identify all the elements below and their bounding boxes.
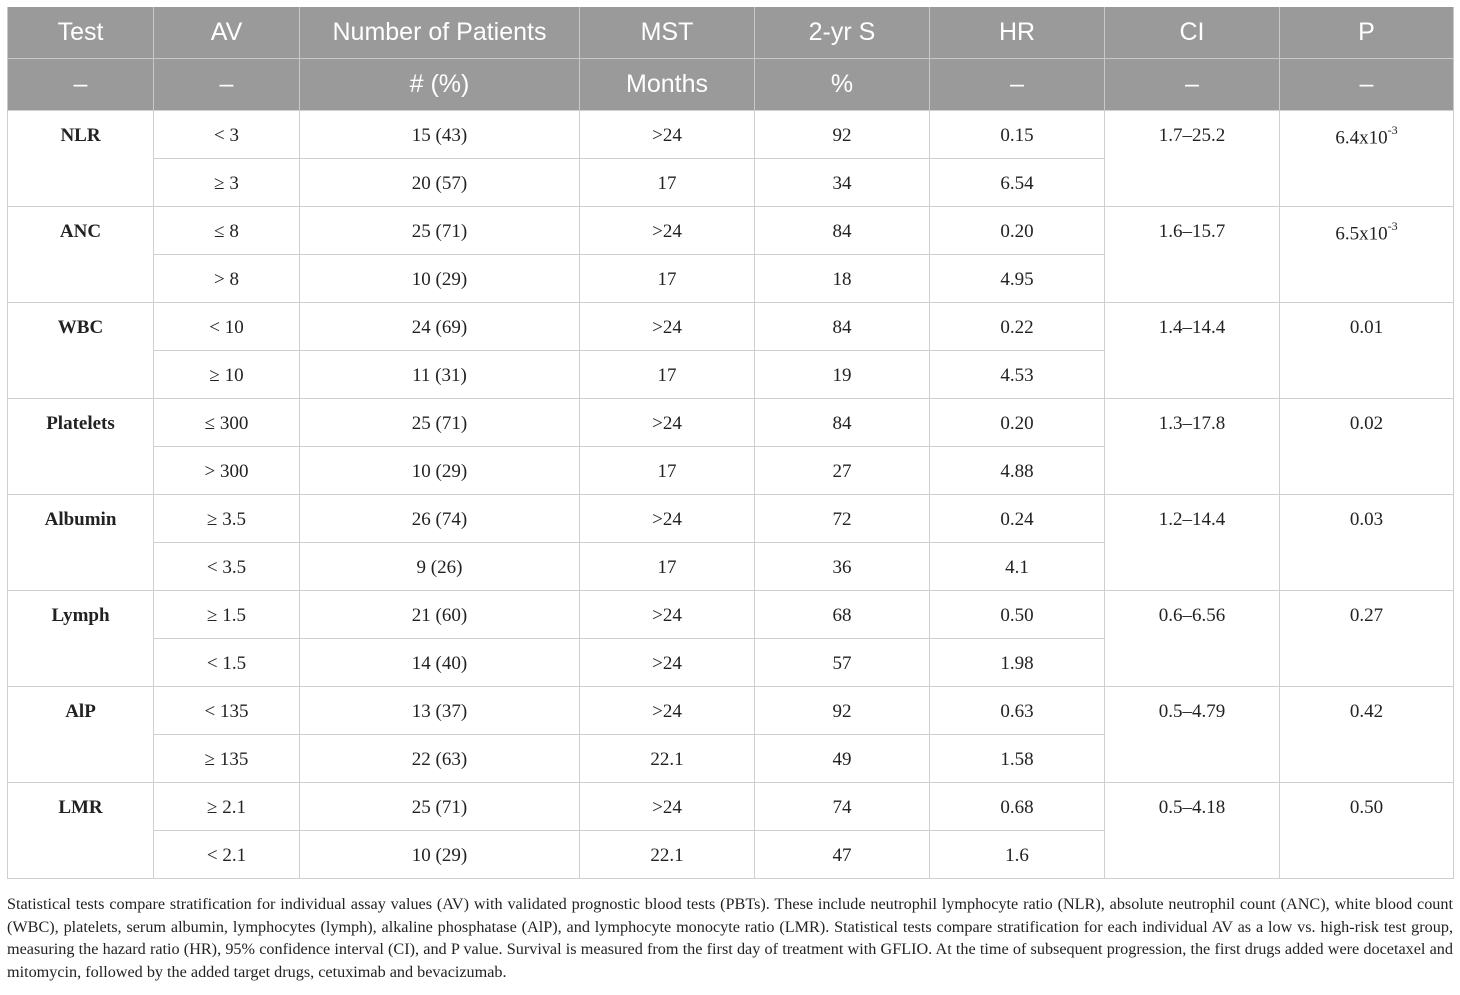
av-cell: ≥ 3.5 [154, 495, 300, 543]
patients-cell: 14 (40) [300, 639, 580, 687]
patients-cell: 10 (29) [300, 447, 580, 495]
hr-cell: 0.63 [930, 687, 1105, 735]
mst-cell: 17 [580, 159, 755, 207]
mst-cell: >24 [580, 687, 755, 735]
table-row [8, 303, 1454, 351]
hr-cell: 4.95 [930, 255, 1105, 303]
mst-cell: >24 [580, 111, 755, 159]
mst-cell: 17 [580, 351, 755, 399]
mst-cell: 17 [580, 543, 755, 591]
survival-cell: 92 [755, 111, 930, 159]
survival-cell: 49 [755, 735, 930, 783]
survival-cell: 84 [755, 207, 930, 255]
unit-p: – [1280, 59, 1454, 111]
patients-cell: 11 (31) [300, 351, 580, 399]
hr-cell: 0.22 [930, 303, 1105, 351]
p-value-cell [1280, 111, 1454, 207]
p-value-exponent: -3 [1387, 219, 1398, 233]
table-row [8, 111, 1454, 159]
hr-cell: 4.88 [930, 447, 1105, 495]
survival-cell: 57 [755, 639, 930, 687]
p-value-base: 0.27 [1349, 605, 1384, 626]
unit-av: – [154, 59, 300, 111]
survival-cell: 84 [755, 303, 930, 351]
av-cell: ≤ 300 [154, 399, 300, 447]
patients-cell: 15 (43) [300, 111, 580, 159]
patients-cell: 9 (26) [300, 543, 580, 591]
p-value-base: 0.01 [1349, 317, 1384, 338]
survival-cell: 18 [755, 255, 930, 303]
survival-cell: 84 [755, 399, 930, 447]
p-value-cell [1280, 303, 1454, 399]
test-name-cell: Lymph [8, 591, 154, 687]
header-test: Test [8, 7, 154, 59]
survival-cell: 72 [755, 495, 930, 543]
hr-cell: 4.53 [930, 351, 1105, 399]
table-row [8, 783, 1454, 831]
survival-cell: 68 [755, 591, 930, 639]
mst-cell: 17 [580, 255, 755, 303]
survival-cell: 47 [755, 831, 930, 879]
av-cell: > 8 [154, 255, 300, 303]
mst-cell: 17 [580, 447, 755, 495]
survival-cell: 74 [755, 783, 930, 831]
patients-cell: 10 (29) [300, 831, 580, 879]
test-name-cell: LMR [8, 783, 154, 879]
table-container [7, 7, 1453, 879]
av-cell: ≥ 3 [154, 159, 300, 207]
av-cell: < 2.1 [154, 831, 300, 879]
header-patients: Number of Patients [300, 7, 580, 59]
hr-cell: 0.68 [930, 783, 1105, 831]
p-value-cell [1280, 687, 1454, 783]
patients-cell: 20 (57) [300, 159, 580, 207]
ci-cell: 1.2–14.4 [1105, 495, 1280, 591]
test-name-cell: Albumin [8, 495, 154, 591]
hr-cell: 1.98 [930, 639, 1105, 687]
av-cell: ≥ 2.1 [154, 783, 300, 831]
av-cell: < 3 [154, 111, 300, 159]
hr-cell: 0.24 [930, 495, 1105, 543]
av-cell: < 135 [154, 687, 300, 735]
p-value-cell [1280, 495, 1454, 591]
unit-test: – [8, 59, 154, 111]
units-row [8, 59, 1454, 111]
patients-cell: 13 (37) [300, 687, 580, 735]
results-table [7, 7, 1454, 879]
mst-cell: >24 [580, 207, 755, 255]
patients-cell: 26 (74) [300, 495, 580, 543]
p-value-base: 6.4x10 [1335, 127, 1388, 149]
p-value-base: 0.02 [1349, 413, 1384, 434]
av-cell: ≥ 10 [154, 351, 300, 399]
header-2yr-survival: 2-yr S [755, 7, 930, 59]
unit-ci: – [1105, 59, 1280, 111]
patients-cell: 10 (29) [300, 255, 580, 303]
patients-cell: 25 (71) [300, 399, 580, 447]
header-ci: CI [1105, 7, 1280, 59]
hr-cell: 0.20 [930, 207, 1105, 255]
header-av: AV [154, 7, 300, 59]
av-cell: ≤ 8 [154, 207, 300, 255]
ci-cell: 1.4–14.4 [1105, 303, 1280, 399]
test-name-cell: AlP [8, 687, 154, 783]
p-value-base: 0.03 [1349, 509, 1384, 530]
mst-cell: 22.1 [580, 831, 755, 879]
survival-cell: 92 [755, 687, 930, 735]
hr-cell: 1.6 [930, 831, 1105, 879]
av-cell: ≥ 135 [154, 735, 300, 783]
av-cell: > 300 [154, 447, 300, 495]
p-value-cell [1280, 591, 1454, 687]
hr-cell: 0.20 [930, 399, 1105, 447]
p-value-cell [1280, 783, 1454, 879]
mst-cell: >24 [580, 303, 755, 351]
p-value-base: 0.42 [1349, 701, 1384, 722]
survival-cell: 36 [755, 543, 930, 591]
ci-cell: 0.5–4.18 [1105, 783, 1280, 879]
hr-cell: 0.50 [930, 591, 1105, 639]
ci-cell: 0.5–4.79 [1105, 687, 1280, 783]
ci-cell: 0.6–6.56 [1105, 591, 1280, 687]
test-name-cell: WBC [8, 303, 154, 399]
unit-mst: Months [580, 59, 755, 111]
patients-cell: 24 (69) [300, 303, 580, 351]
p-value-cell [1280, 399, 1454, 495]
p-value-exponent: -3 [1387, 123, 1398, 137]
survival-cell: 19 [755, 351, 930, 399]
ci-cell: 1.6–15.7 [1105, 207, 1280, 303]
unit-2yr-survival: % [755, 59, 930, 111]
header-row [8, 7, 1454, 59]
header-p: P [1280, 7, 1454, 59]
survival-cell: 27 [755, 447, 930, 495]
ci-cell: 1.7–25.2 [1105, 111, 1280, 207]
mst-cell: >24 [580, 783, 755, 831]
ci-cell: 1.3–17.8 [1105, 399, 1280, 495]
header-hr: HR [930, 7, 1105, 59]
header-mst: MST [580, 7, 755, 59]
hr-cell: 0.15 [930, 111, 1105, 159]
table-row [8, 495, 1454, 543]
test-name-cell: ANC [8, 207, 154, 303]
av-cell: < 1.5 [154, 639, 300, 687]
test-name-cell: NLR [8, 111, 154, 207]
unit-hr: – [930, 59, 1105, 111]
patients-cell: 21 (60) [300, 591, 580, 639]
av-cell: < 3.5 [154, 543, 300, 591]
table-row [8, 591, 1454, 639]
table-body [8, 111, 1454, 879]
test-name-cell: Platelets [8, 399, 154, 495]
p-value-base: 6.5x10 [1335, 223, 1388, 245]
av-cell: < 10 [154, 303, 300, 351]
hr-cell: 1.58 [930, 735, 1105, 783]
hr-cell: 4.1 [930, 543, 1105, 591]
hr-cell: 6.54 [930, 159, 1105, 207]
patients-cell: 25 (71) [300, 783, 580, 831]
patients-cell: 22 (63) [300, 735, 580, 783]
mst-cell: >24 [580, 639, 755, 687]
survival-cell: 34 [755, 159, 930, 207]
p-value-base: 0.50 [1349, 797, 1384, 818]
mst-cell: >24 [580, 591, 755, 639]
table-header [8, 7, 1454, 111]
patients-cell: 25 (71) [300, 207, 580, 255]
table-caption: Statistical tests compare stratification for individual assay values (AV) with validated prognostic blood tests (PBTs). These include neutrophil lymphocyte ratio (NLR), absolute neutrophil count (ANC), white blood count (WBC), platelets, serum albumin, lymphocytes (lymph), alkaline phosphatase (AlP), and lymphocyte monocyte ratio (LMR). Statistical tests compare stratification for each individual AV as a low vs. high-risk test group, measuring the hazard ratio (HR), 95% confidence interval (CI), and P value. Survival is measured from the first day of treatment with GFLIO. At the time of subsequent progression, the first drugs added were docetaxel and mitomycin, followed by the added target drugs, cetuximab and bevacizumab. [7, 895, 1453, 981]
unit-patients: # (%) [300, 59, 580, 111]
mst-cell: >24 [580, 495, 755, 543]
table-row [8, 399, 1454, 447]
av-cell: ≥ 1.5 [154, 591, 300, 639]
table-row [8, 687, 1454, 735]
mst-cell: 22.1 [580, 735, 755, 783]
p-value-cell [1280, 207, 1454, 303]
mst-cell: >24 [580, 399, 755, 447]
table-row [8, 207, 1454, 255]
